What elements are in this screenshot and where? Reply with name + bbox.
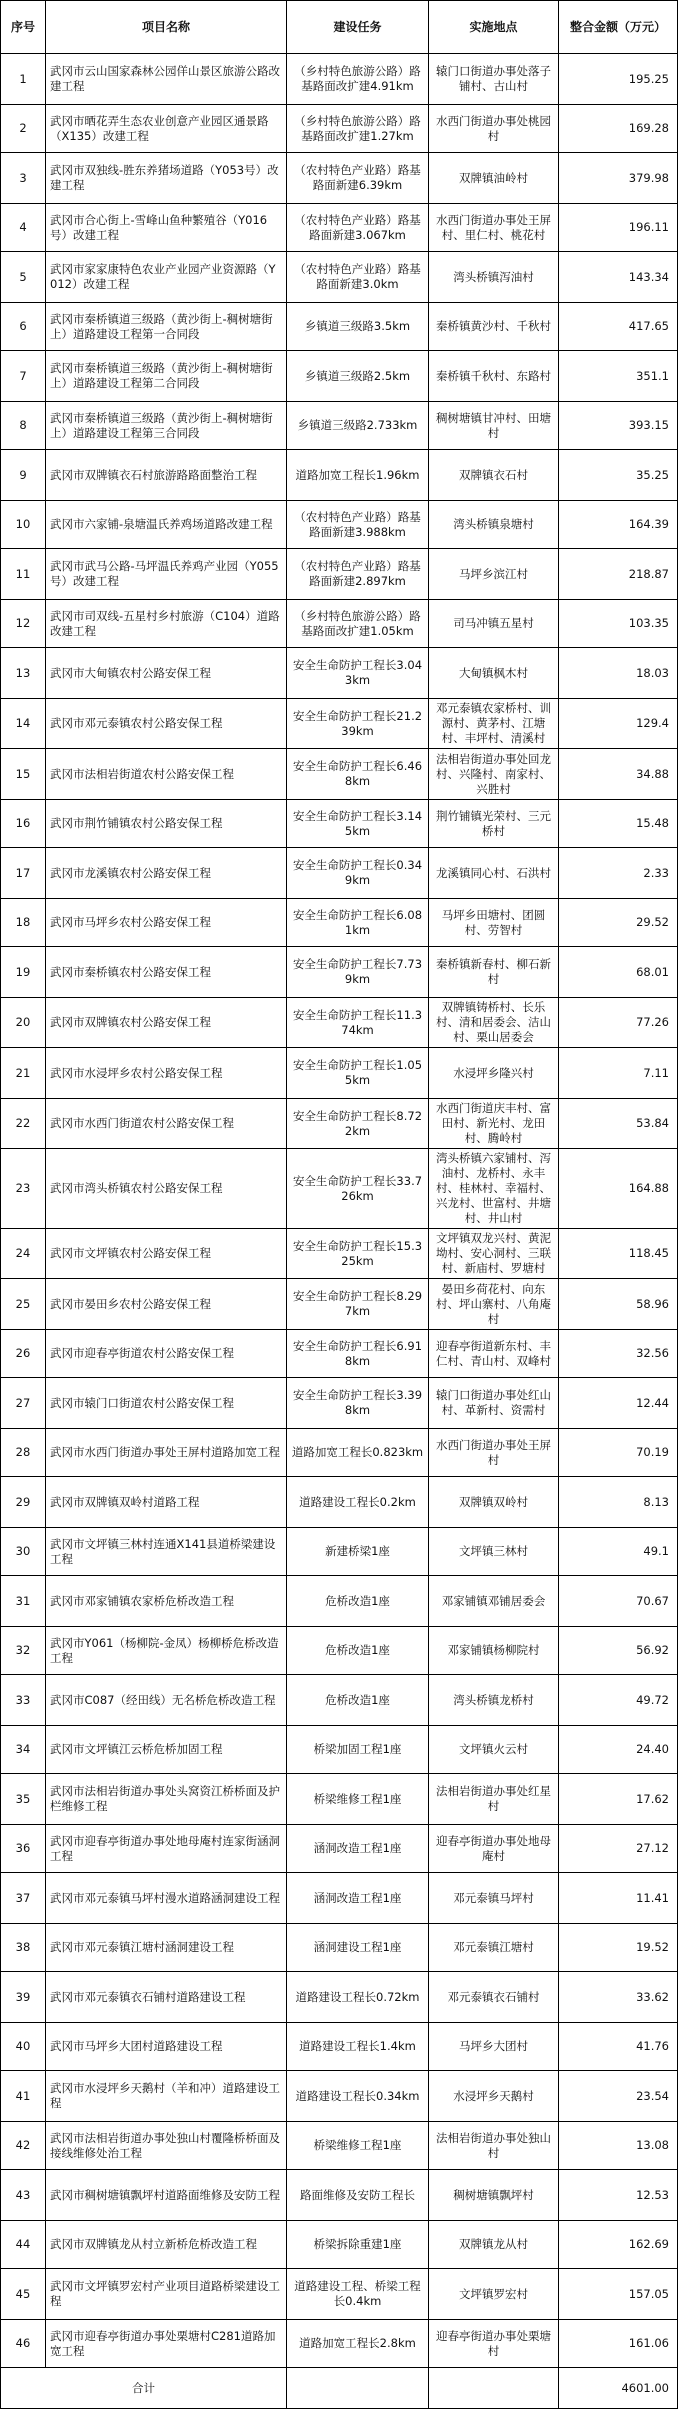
cell-no: 37 <box>1 1873 46 1924</box>
table-row <box>1 153 678 204</box>
cell-no: 17 <box>1 848 46 899</box>
cell-project-name: 武冈市文坪镇江云桥危桥加固工程 <box>46 1726 287 1774</box>
table-row <box>1 351 678 402</box>
cell-task: 安全生命防护工程长6.918km <box>287 1330 429 1378</box>
cell-no: 18 <box>1 899 46 947</box>
cell-location: 文坪镇罗宏村 <box>429 2269 559 2320</box>
table-row <box>1 1149 678 1229</box>
cell-no: 9 <box>1 450 46 501</box>
cell-project-name: 武冈市六家铺-泉塘温氏养鸡场道路改建工程 <box>46 501 287 549</box>
cell-project-name: 武冈市武马公路-马坪温氏养鸡产业园（Y055号）改建工程 <box>46 549 287 600</box>
cell-no: 6 <box>1 303 46 351</box>
cell-project-name: 武冈市法相岩街道农村公路安保工程 <box>46 749 287 800</box>
cell-amount: 118.45 <box>559 1229 678 1279</box>
cell-location: 司马冲镇五星村 <box>429 600 559 648</box>
cell-amount: 49.1 <box>559 1528 678 1576</box>
cell-no: 35 <box>1 1774 46 1825</box>
cell-task: 安全生命防护工程长33.726km <box>287 1149 429 1229</box>
cell-location: 水西门街道办事处桃园村 <box>429 105 559 153</box>
cell-location: 文坪镇双龙兴村、黄泥坳村、安心洞村、三联村、新庙村、罗塘村 <box>429 1229 559 1279</box>
cell-amount: 393.15 <box>559 402 678 450</box>
table-row <box>1 450 678 501</box>
cell-project-name: 武冈市秦桥镇道三级路（黄沙街上-稠树塘街上）道路建设工程第二合同段 <box>46 351 287 402</box>
table-row <box>1 2023 678 2071</box>
cell-task: 道路加宽工程长0.823km <box>287 1429 429 1477</box>
cell-no: 13 <box>1 648 46 699</box>
cell-project-name: 武冈市法相岩街道办事处头窝资江桥桥面及护栏维修工程 <box>46 1774 287 1825</box>
table-row <box>1 749 678 800</box>
cell-project-name: 武冈市文坪镇三林村连通X141县道桥梁建设工程 <box>46 1528 287 1576</box>
table-row <box>1 2320 678 2368</box>
cell-no: 8 <box>1 402 46 450</box>
cell-no: 27 <box>1 1378 46 1429</box>
cell-no: 4 <box>1 204 46 252</box>
cell-project-name: 武冈市水浸坪乡农村公路安保工程 <box>46 1048 287 1099</box>
cell-task: （乡村特色旅游公路）路基路面改扩建1.05km <box>287 600 429 648</box>
cell-location: 晏田乡荷花村、向东村、坪山寨村、八角庵村 <box>429 1279 559 1330</box>
table-row <box>1 899 678 947</box>
table-row <box>1 1774 678 1825</box>
cell-no: 32 <box>1 1627 46 1675</box>
cell-amount: 33.62 <box>559 1972 678 2023</box>
cell-location: 湾头桥镇泉塘村 <box>429 501 559 549</box>
total-amount: 4601.00 <box>559 2368 678 2409</box>
cell-no: 21 <box>1 1048 46 1099</box>
cell-location: 秦桥镇新春村、柳石新村 <box>429 947 559 998</box>
cell-task: 安全生命防护工程长7.739km <box>287 947 429 998</box>
cell-amount: 196.11 <box>559 204 678 252</box>
cell-amount: 23.54 <box>559 2071 678 2122</box>
cell-location: 水西门街道办事处王屏村、里仁村、桃花村 <box>429 204 559 252</box>
cell-task: 道路建设工程长0.2km <box>287 1477 429 1528</box>
cell-amount: 19.52 <box>559 1924 678 1972</box>
cell-task: 涵洞改造工程1座 <box>287 1825 429 1873</box>
cell-task: 路面维修及安防工程长 <box>287 2170 429 2221</box>
cell-location: 水西门街道庆丰村、富田村、新光村、龙田村、腾岭村 <box>429 1099 559 1149</box>
cell-location: 邓元泰镇马坪村 <box>429 1873 559 1924</box>
table-row <box>1 402 678 450</box>
table-row <box>1 303 678 351</box>
cell-no: 44 <box>1 2221 46 2269</box>
total-task-empty <box>287 2368 429 2409</box>
cell-project-name: 武冈市湾头桥镇农村公路安保工程 <box>46 1149 287 1229</box>
cell-amount: 13.08 <box>559 2122 678 2170</box>
cell-project-name: 武冈市合心街上-雪峰山鱼种繁殖谷（Y016号）改建工程 <box>46 204 287 252</box>
cell-amount: 143.34 <box>559 252 678 303</box>
table-row <box>1 1528 678 1576</box>
cell-amount: 218.87 <box>559 549 678 600</box>
header-name: 项目名称 <box>46 1 287 54</box>
cell-amount: 169.28 <box>559 105 678 153</box>
table-row <box>1 1627 678 1675</box>
cell-location: 邓家铺镇杨柳院村 <box>429 1627 559 1675</box>
cell-task: 安全生命防护工程长3.398km <box>287 1378 429 1429</box>
cell-amount: 11.41 <box>559 1873 678 1924</box>
total-row <box>1 2368 678 2409</box>
cell-no: 40 <box>1 2023 46 2071</box>
cell-amount: 17.62 <box>559 1774 678 1825</box>
cell-location: 双牌镇衣石村 <box>429 450 559 501</box>
cell-location: 文坪镇火云村 <box>429 1726 559 1774</box>
cell-task: 安全生命防护工程长21.239km <box>287 699 429 749</box>
cell-amount: 351.1 <box>559 351 678 402</box>
cell-no: 14 <box>1 699 46 749</box>
cell-project-name: 武冈市邓家铺镇农家桥危桥改造工程 <box>46 1576 287 1627</box>
cell-project-name: 武冈市C087（经田线）无名桥危桥改造工程 <box>46 1675 287 1726</box>
cell-amount: 7.11 <box>559 1048 678 1099</box>
cell-no: 23 <box>1 1149 46 1229</box>
cell-project-name: 武冈市马坪乡大团村道路建设工程 <box>46 2023 287 2071</box>
cell-location: 双牌镇铸桥村、长乐村、清和居委会、洁山村、栗山居委会 <box>429 998 559 1048</box>
cell-location: 迎春亭街道办事处栗塘村 <box>429 2320 559 2368</box>
table-row <box>1 1229 678 1279</box>
cell-task: （农村特色产业路）路基路面新建3.067km <box>287 204 429 252</box>
cell-task: 乡镇道三级路3.5km <box>287 303 429 351</box>
cell-location: 稠树塘镇飘坪村 <box>429 2170 559 2221</box>
cell-amount: 164.39 <box>559 501 678 549</box>
cell-project-name: 武冈市双牌镇龙从村立新桥危桥改造工程 <box>46 2221 287 2269</box>
cell-amount: 12.53 <box>559 2170 678 2221</box>
cell-no: 3 <box>1 153 46 204</box>
cell-project-name: 武冈市迎春亭街道办事处栗塘村C281道路加宽工程 <box>46 2320 287 2368</box>
table-row <box>1 1576 678 1627</box>
cell-no: 41 <box>1 2071 46 2122</box>
cell-task: （农村特色产业路）路基路面新建3.988km <box>287 501 429 549</box>
table-row <box>1 252 678 303</box>
cell-no: 22 <box>1 1099 46 1149</box>
cell-location: 法相岩街道办事处独山村 <box>429 2122 559 2170</box>
table-row <box>1 1675 678 1726</box>
cell-amount: 34.88 <box>559 749 678 800</box>
cell-location: 邓元泰镇农家桥村、训源村、黄茅村、江塘村、丰坪村、清溪村 <box>429 699 559 749</box>
cell-amount: 164.88 <box>559 1149 678 1229</box>
cell-project-name: 武冈市晏田乡农村公路安保工程 <box>46 1279 287 1330</box>
cell-no: 12 <box>1 600 46 648</box>
header-row <box>1 1 678 54</box>
cell-location: 邓家铺镇邓铺居委会 <box>429 1576 559 1627</box>
cell-amount: 2.33 <box>559 848 678 899</box>
cell-project-name: 武冈市迎春亭街道农村公路安保工程 <box>46 1330 287 1378</box>
cell-project-name: 武冈市水浸坪乡天鹅村（羊和冲）道路建设工程 <box>46 2071 287 2122</box>
cell-location: 马坪乡滨江村 <box>429 549 559 600</box>
cell-location: 邓元泰镇江塘村 <box>429 1924 559 1972</box>
table-row <box>1 848 678 899</box>
table-row <box>1 1477 678 1528</box>
cell-project-name: 武冈市水西门街道农村公路安保工程 <box>46 1099 287 1149</box>
total-label: 合计 <box>1 2368 287 2409</box>
cell-amount: 35.25 <box>559 450 678 501</box>
cell-no: 42 <box>1 2122 46 2170</box>
cell-location: 湾头桥镇六家铺村、泻油村、龙桥村、永丰村、桂林村、幸福村、兴龙村、世富村、井塘村、井山村 <box>429 1149 559 1229</box>
cell-amount: 53.84 <box>559 1099 678 1149</box>
cell-amount: 56.92 <box>559 1627 678 1675</box>
cell-project-name: 武冈市司双线-五星村乡村旅游（C104）道路改建工程 <box>46 600 287 648</box>
table-row <box>1 204 678 252</box>
header-amount: 整合金额（万元） <box>559 1 678 54</box>
table-row <box>1 549 678 600</box>
cell-task: 桥梁拆除重建1座 <box>287 2221 429 2269</box>
cell-no: 25 <box>1 1279 46 1330</box>
cell-no: 39 <box>1 1972 46 2023</box>
cell-no: 7 <box>1 351 46 402</box>
cell-task: 安全生命防护工程长8.297km <box>287 1279 429 1330</box>
cell-project-name: 武冈市邓元泰镇江塘村涵洞建设工程 <box>46 1924 287 1972</box>
cell-project-name: 武冈市文坪镇罗宏村产业项目道路桥梁建设工程 <box>46 2269 287 2320</box>
table-row <box>1 1726 678 1774</box>
cell-amount: 157.05 <box>559 2269 678 2320</box>
cell-project-name: 武冈市文坪镇农村公路安保工程 <box>46 1229 287 1279</box>
cell-location: 水浸坪乡天鹅村 <box>429 2071 559 2122</box>
cell-no: 46 <box>1 2320 46 2368</box>
cell-amount: 70.19 <box>559 1429 678 1477</box>
cell-task: 安全生命防护工程长15.325km <box>287 1229 429 1279</box>
cell-task: 危桥改造1座 <box>287 1627 429 1675</box>
cell-task: 安全生命防护工程长8.722km <box>287 1099 429 1149</box>
cell-no: 19 <box>1 947 46 998</box>
cell-no: 34 <box>1 1726 46 1774</box>
cell-location: 马坪乡大团村 <box>429 2023 559 2071</box>
header-task: 建设任务 <box>287 1 429 54</box>
cell-task: 涵洞改造工程1座 <box>287 1873 429 1924</box>
cell-project-name: 武冈市双牌镇衣石村旅游路路面整治工程 <box>46 450 287 501</box>
cell-no: 15 <box>1 749 46 800</box>
table-row <box>1 1429 678 1477</box>
table-body <box>1 54 678 2368</box>
cell-amount: 195.25 <box>559 54 678 105</box>
cell-amount: 417.65 <box>559 303 678 351</box>
cell-location: 辕门口街道办事处落子铺村、古山村 <box>429 54 559 105</box>
table-row <box>1 2071 678 2122</box>
cell-task: 乡镇道三级路2.5km <box>287 351 429 402</box>
cell-no: 1 <box>1 54 46 105</box>
cell-no: 36 <box>1 1825 46 1873</box>
table-row <box>1 501 678 549</box>
cell-project-name: 武冈市迎春亭街道办事处地母庵村连家街涵洞工程 <box>46 1825 287 1873</box>
table-row <box>1 1330 678 1378</box>
cell-no: 45 <box>1 2269 46 2320</box>
cell-location: 秦桥镇黄沙村、千秋村 <box>429 303 559 351</box>
cell-amount: 161.06 <box>559 2320 678 2368</box>
cell-amount: 29.52 <box>559 899 678 947</box>
table-row <box>1 947 678 998</box>
cell-project-name: 武冈市家家康特色农业产业园产业资源路（Y012）改建工程 <box>46 252 287 303</box>
table-row <box>1 1378 678 1429</box>
cell-task: （农村特色产业路）路基路面新建3.0km <box>287 252 429 303</box>
cell-location: 水西门街道办事处王屏村 <box>429 1429 559 1477</box>
cell-project-name: 武冈市马坪乡农村公路安保工程 <box>46 899 287 947</box>
cell-amount: 27.12 <box>559 1825 678 1873</box>
cell-task: 安全生命防护工程长6.081km <box>287 899 429 947</box>
cell-no: 24 <box>1 1229 46 1279</box>
cell-task: 安全生命防护工程长0.349km <box>287 848 429 899</box>
table-row <box>1 2122 678 2170</box>
cell-project-name: 武冈市云山国家森林公园佯山景区旅游公路改建工程 <box>46 54 287 105</box>
cell-amount: 18.03 <box>559 648 678 699</box>
cell-task: （农村特色产业路）路基路面新建2.897km <box>287 549 429 600</box>
cell-location: 大甸镇枫木村 <box>429 648 559 699</box>
cell-task: 道路加宽工程长2.8km <box>287 2320 429 2368</box>
cell-location: 法相岩街道办事处回龙村、兴隆村、南家村、兴胜村 <box>429 749 559 800</box>
cell-project-name: 武冈市稠树塘镇飘坪村道路面维修及安防工程 <box>46 2170 287 2221</box>
cell-task: 安全生命防护工程长11.374km <box>287 998 429 1048</box>
cell-location: 湾头桥镇泻油村 <box>429 252 559 303</box>
cell-task: 安全生命防护工程长1.055km <box>287 1048 429 1099</box>
cell-no: 28 <box>1 1429 46 1477</box>
cell-location: 双牌镇双岭村 <box>429 1477 559 1528</box>
table-row <box>1 2221 678 2269</box>
cell-project-name: 武冈市法相岩街道办事处独山村覆隆桥桥面及接线维修处治工程 <box>46 2122 287 2170</box>
cell-no: 31 <box>1 1576 46 1627</box>
cell-project-name: 武冈市邓元泰镇农村公路安保工程 <box>46 699 287 749</box>
cell-project-name: 武冈市晒花弄生态农业创意产业园区通景路（X135）改建工程 <box>46 105 287 153</box>
table-row <box>1 1972 678 2023</box>
cell-project-name: 武冈市双牌镇农村公路安保工程 <box>46 998 287 1048</box>
cell-amount: 70.67 <box>559 1576 678 1627</box>
cell-amount: 32.56 <box>559 1330 678 1378</box>
cell-amount: 162.69 <box>559 2221 678 2269</box>
cell-task: （乡村特色旅游公路）路基路面改扩建1.27km <box>287 105 429 153</box>
cell-no: 16 <box>1 800 46 848</box>
cell-amount: 379.98 <box>559 153 678 204</box>
cell-no: 30 <box>1 1528 46 1576</box>
cell-project-name: 武冈市秦桥镇道三级路（黄沙街上-稠树塘街上）道路建设工程第三合同段 <box>46 402 287 450</box>
cell-amount: 77.26 <box>559 998 678 1048</box>
cell-task: 道路加宽工程长1.96km <box>287 450 429 501</box>
cell-task: 桥梁加固工程1座 <box>287 1726 429 1774</box>
cell-project-name: 武冈市荆竹铺镇农村公路安保工程 <box>46 800 287 848</box>
table-row <box>1 54 678 105</box>
cell-location: 法相岩街道办事处红星村 <box>429 1774 559 1825</box>
cell-no: 43 <box>1 2170 46 2221</box>
cell-project-name: 武冈市水西门街道办事处王屏村道路加宽工程 <box>46 1429 287 1477</box>
table-row <box>1 2269 678 2320</box>
header-no: 序号 <box>1 1 46 54</box>
table-row <box>1 699 678 749</box>
cell-task: （农村特色产业路）路基路面新建6.39km <box>287 153 429 204</box>
cell-location: 双牌镇龙从村 <box>429 2221 559 2269</box>
total-location-empty <box>429 2368 559 2409</box>
cell-location: 湾头桥镇龙桥村 <box>429 1675 559 1726</box>
cell-location: 双牌镇油岭村 <box>429 153 559 204</box>
cell-amount: 15.48 <box>559 800 678 848</box>
cell-task: 安全生命防护工程长3.043km <box>287 648 429 699</box>
cell-no: 38 <box>1 1924 46 1972</box>
cell-project-name: 武冈市辕门口街道农村公路安保工程 <box>46 1378 287 1429</box>
table-row <box>1 1048 678 1099</box>
cell-location: 龙溪镇同心村、石洪村 <box>429 848 559 899</box>
cell-task: 道路建设工程长1.4km <box>287 2023 429 2071</box>
cell-location: 荆竹铺镇光荣村、三元桥村 <box>429 800 559 848</box>
cell-task: 新建桥梁1座 <box>287 1528 429 1576</box>
cell-task: 桥梁维修工程1座 <box>287 2122 429 2170</box>
header-location: 实施地点 <box>429 1 559 54</box>
cell-task: 安全生命防护工程长6.468km <box>287 749 429 800</box>
cell-task: 安全生命防护工程长3.145km <box>287 800 429 848</box>
cell-task: 危桥改造1座 <box>287 1576 429 1627</box>
table-row <box>1 648 678 699</box>
cell-project-name: 武冈市秦桥镇道三级路（黄沙街上-稠树塘街上）道路建设工程第一合同段 <box>46 303 287 351</box>
cell-location: 迎春亭街道办事处地母庵村 <box>429 1825 559 1873</box>
cell-amount: 103.35 <box>559 600 678 648</box>
cell-task: 涵洞建设工程1座 <box>287 1924 429 1972</box>
cell-amount: 24.40 <box>559 1726 678 1774</box>
cell-project-name: 武冈市邓元泰镇马坪村漫水道路涵洞建设工程 <box>46 1873 287 1924</box>
cell-amount: 129.4 <box>559 699 678 749</box>
table-row <box>1 998 678 1048</box>
cell-task: 危桥改造1座 <box>287 1675 429 1726</box>
cell-task: 道路建设工程、桥梁工程长0.4km <box>287 2269 429 2320</box>
table-row <box>1 1825 678 1873</box>
cell-project-name: 武冈市双牌镇双岭村道路工程 <box>46 1477 287 1528</box>
cell-no: 20 <box>1 998 46 1048</box>
cell-no: 29 <box>1 1477 46 1528</box>
cell-location: 文坪镇三林村 <box>429 1528 559 1576</box>
table-row <box>1 2170 678 2221</box>
cell-project-name: 武冈市龙溪镇农村公路安保工程 <box>46 848 287 899</box>
cell-project-name: 武冈市双独线-胜东养猪场道路（Y053号）改建工程 <box>46 153 287 204</box>
cell-amount: 49.72 <box>559 1675 678 1726</box>
cell-amount: 68.01 <box>559 947 678 998</box>
cell-task: 乡镇道三级路2.733km <box>287 402 429 450</box>
cell-no: 26 <box>1 1330 46 1378</box>
cell-location: 马坪乡田塘村、团圆村、劳智村 <box>429 899 559 947</box>
table-row <box>1 600 678 648</box>
cell-location: 稠树塘镇甘冲村、田塘村 <box>429 402 559 450</box>
cell-amount: 41.76 <box>559 2023 678 2071</box>
cell-location: 秦桥镇千秋村、东路村 <box>429 351 559 402</box>
table-row <box>1 1873 678 1924</box>
table-row <box>1 105 678 153</box>
cell-location: 水浸坪乡隆兴村 <box>429 1048 559 1099</box>
table-row <box>1 1924 678 1972</box>
cell-task: 桥梁维修工程1座 <box>287 1774 429 1825</box>
cell-no: 33 <box>1 1675 46 1726</box>
cell-amount: 58.96 <box>559 1279 678 1330</box>
table-row <box>1 1099 678 1149</box>
cell-location: 邓元泰镇衣石铺村 <box>429 1972 559 2023</box>
table-row <box>1 800 678 848</box>
cell-project-name: 武冈市大甸镇农村公路安保工程 <box>46 648 287 699</box>
cell-project-name: 武冈市Y061（杨柳院-金凤）杨柳桥危桥改造工程 <box>46 1627 287 1675</box>
cell-no: 11 <box>1 549 46 600</box>
cell-no: 10 <box>1 501 46 549</box>
cell-location: 辕门口街道办事处红山村、革新村、资需村 <box>429 1378 559 1429</box>
cell-location: 迎春亭街道新东村、丰仁村、青山村、双峰村 <box>429 1330 559 1378</box>
cell-project-name: 武冈市秦桥镇农村公路安保工程 <box>46 947 287 998</box>
cell-amount: 8.13 <box>559 1477 678 1528</box>
cell-task: （乡村特色旅游公路）路基路面改扩建4.91km <box>287 54 429 105</box>
cell-task: 道路建设工程长0.72km <box>287 1972 429 2023</box>
cell-no: 2 <box>1 105 46 153</box>
cell-project-name: 武冈市邓元泰镇衣石铺村道路建设工程 <box>46 1972 287 2023</box>
cell-task: 道路建设工程长0.34km <box>287 2071 429 2122</box>
cell-amount: 12.44 <box>559 1378 678 1429</box>
table-row <box>1 1279 678 1330</box>
cell-no: 5 <box>1 252 46 303</box>
